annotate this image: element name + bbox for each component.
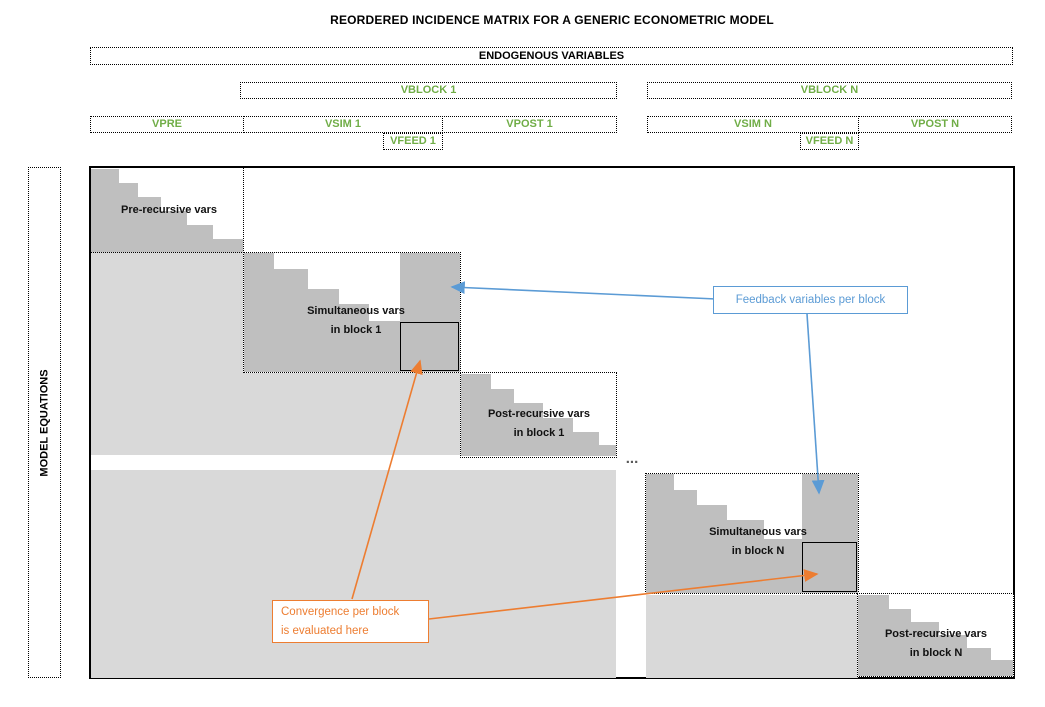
simultaneous-block-n [645, 473, 859, 594]
postn-label-line1: Post-recursive vars [884, 628, 988, 640]
convergence-callout-line2: is evaluated here [281, 625, 369, 637]
blocks-ellipsis: ... [625, 450, 639, 467]
simn-label-line2: in block N [731, 545, 785, 557]
header-vblock-n: VBLOCK N [647, 82, 1012, 99]
post1-label-line1: Post-recursive vars [487, 408, 591, 420]
blockn-equations-band [646, 595, 858, 678]
convergence-callout [272, 600, 429, 643]
pre-recursive-block [90, 167, 244, 253]
simultaneous-block-1 [243, 252, 461, 373]
sim1-label-line2: in block 1 [330, 324, 382, 336]
simn-label [683, 523, 833, 561]
postn-label [861, 625, 1011, 663]
model-equations-axis-box [28, 167, 61, 678]
post-recursive-block-n [857, 593, 1014, 677]
convergence-callout-line1: Convergence per block [281, 606, 400, 618]
post-recursive-block-1 [460, 372, 617, 458]
model-equations-label: MODEL EQUATIONS [38, 368, 51, 477]
sim1-label-line1: Simultaneous vars [307, 305, 405, 317]
header-vpost-n: VPOST N [858, 116, 1012, 133]
pre-recursive-label: Pre-recursive vars [120, 204, 217, 216]
bottom-left-equations-band [91, 470, 616, 678]
header-vpre: VPRE [90, 116, 244, 133]
postn-label-line2: in block N [909, 647, 963, 659]
page-title: REORDERED INCIDENCE MATRIX FOR A GENERIC ECONOMETRIC MODEL [330, 13, 774, 27]
post1-label-line2: in block 1 [513, 427, 565, 439]
simn-label-line1: Simultaneous vars [709, 526, 807, 538]
header-vsim-n: VSIM N [647, 116, 859, 133]
header-endogenous-variables: ENDOGENOUS VARIABLES [90, 47, 1013, 65]
header-vfeed-1: VFEED 1 [383, 133, 443, 150]
post1-label [464, 405, 614, 443]
feedback-callout: Feedback variables per block [713, 286, 908, 314]
header-vpost-1: VPOST 1 [442, 116, 617, 133]
sim1-label [281, 302, 431, 340]
header-vsim-1: VSIM 1 [243, 116, 443, 133]
header-vfeed-n: VFEED N [800, 133, 859, 150]
header-vblock-1: VBLOCK 1 [240, 82, 617, 99]
